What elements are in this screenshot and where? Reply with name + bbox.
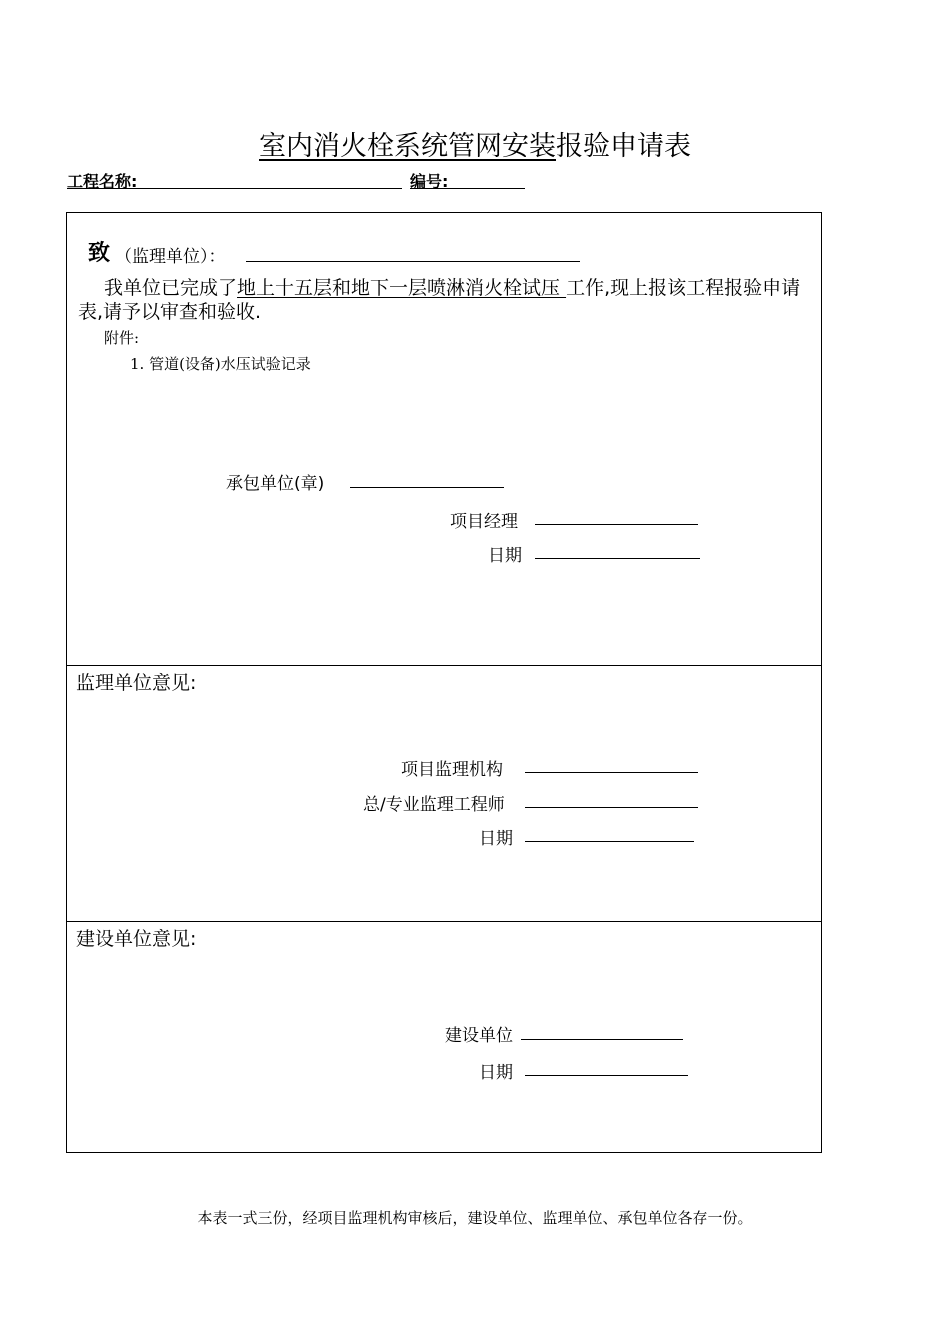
date-field-2[interactable]: [525, 841, 694, 842]
form-title-main: 室内消火栓系统管网安装: [259, 131, 556, 162]
contractor-field[interactable]: [350, 487, 504, 488]
form-title: [0, 124, 950, 163]
date-field-3[interactable]: [525, 1075, 688, 1076]
engineer-label: 总/专业监理工程师: [363, 795, 505, 815]
supervision-org-field[interactable]: [525, 772, 698, 773]
engineer-field[interactable]: [525, 807, 698, 808]
intro-work: 地上十五层和地下一层喷淋消火栓试压: [237, 277, 567, 299]
owner-unit-label: 建设单位: [445, 1026, 513, 1046]
pm-label: 项目经理: [450, 512, 518, 532]
supervisor-unit-field[interactable]: [246, 261, 580, 262]
attachments-label: 附件:: [104, 329, 140, 347]
intro-paragraph: [78, 276, 818, 324]
to-char: 致: [88, 241, 111, 266]
to-supervisor-label: （监理单位）：: [115, 247, 226, 267]
project-name-field[interactable]: [67, 188, 402, 189]
attachment-1: 1. 管道(设备)水压试验记录: [130, 355, 311, 373]
pm-field[interactable]: [535, 524, 698, 525]
date-label-1: 日期: [488, 546, 522, 566]
section-divider-2: [66, 921, 822, 922]
footer-note: 本表一式三份，经项目监理机构审核后，建设单位、监理单位、承包单位各存一份。: [197, 1209, 753, 1227]
date-field-1[interactable]: [535, 558, 700, 559]
owner-opinion-heading: 建设单位意见:: [76, 928, 197, 950]
supervision-org-label: 项目监理机构: [401, 760, 503, 780]
contractor-label: 承包单位(章): [226, 474, 325, 494]
date-label-3: 日期: [479, 1063, 513, 1083]
date-label-2: 日期: [479, 829, 513, 849]
intro-after: 工作,现上报该工程报验申请表,请予以审查和验收.: [78, 277, 801, 323]
supervisor-opinion-heading: 监理单位意见:: [76, 672, 197, 694]
number-field[interactable]: [410, 188, 525, 189]
project-name-label: 工程名称:: [67, 172, 138, 191]
section-divider-1: [66, 665, 822, 666]
intro-before: 我单位已完成了: [104, 277, 238, 299]
form-title-suffix: 报验申请表: [556, 131, 691, 162]
number-label: 编号:: [410, 172, 449, 191]
owner-unit-field[interactable]: [521, 1039, 683, 1040]
